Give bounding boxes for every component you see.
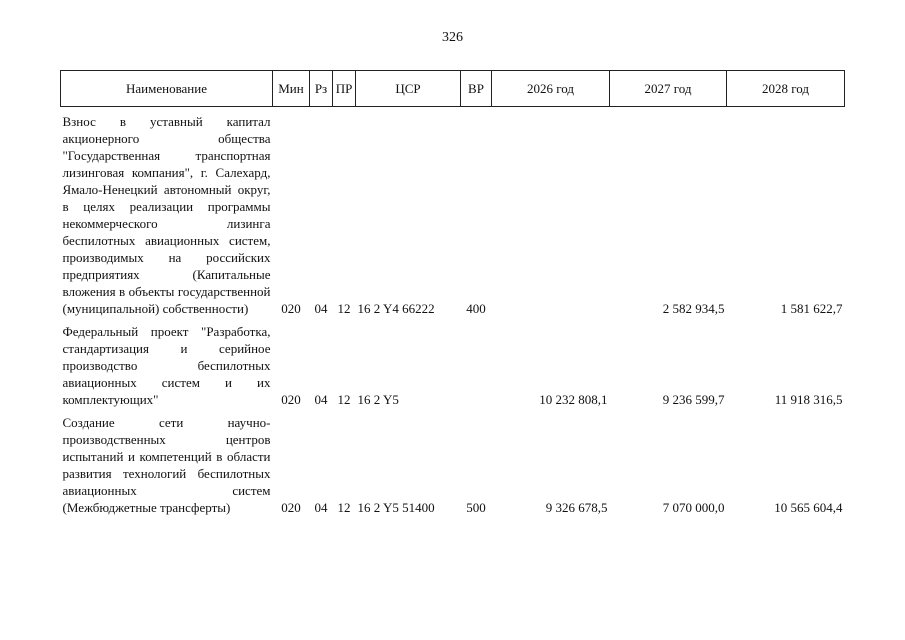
header-2026: 2026 год [492, 71, 610, 107]
row-pr: 12 [337, 301, 351, 316]
row-2026: 9 326 678,5 [545, 500, 608, 515]
row-2028: 1 581 622,7 [780, 301, 843, 316]
page-number: 326 [442, 30, 463, 45]
row-min: 020 [281, 500, 301, 515]
row-rz: 04 [314, 392, 328, 407]
row-vr [461, 323, 492, 408]
row-rz: 04 [314, 301, 328, 316]
table-row [61, 113, 845, 317]
row-vr: 500 [466, 500, 486, 515]
row-2027: 2 582 934,5 [662, 301, 725, 316]
row-csr: 16 2 Y5 [357, 392, 399, 407]
row-csr: 16 2 Y4 66222 [357, 301, 435, 316]
table-row [61, 414, 845, 516]
header-2028: 2028 год [727, 71, 845, 107]
header-min: Мин [273, 71, 310, 107]
header-name: Наименование [61, 71, 273, 107]
row-2027: 9 236 599,7 [662, 392, 725, 407]
row-pr: 12 [337, 392, 351, 407]
row-name: Федеральный проект "Разработка, стандартизация и серийное производство беспилотных авиационных систем и их комплектующих" [62, 324, 271, 407]
row-2026: 10 232 808,1 [539, 392, 608, 407]
header-rz: Рз [310, 71, 333, 107]
row-rz: 04 [314, 500, 328, 515]
row-vr: 400 [466, 301, 486, 316]
header-vr: ВР [461, 71, 492, 107]
row-min: 020 [281, 392, 301, 407]
row-name: Создание сети научно-производственных центров испытаний и компетенций в области развития технологий беспилотных авиационных систем (Межбюджетные трансферты) [62, 415, 271, 515]
row-2026 [492, 113, 610, 317]
header-pr: ПР [333, 71, 356, 107]
row-name: Взнос в уставный капитал акционерного общества "Государственная транспортная лизинговая компания", г. Салехард, Ямало-Ненецкий автономный округ, в целях реализации программы некоммерческого лизинга беспилотных авиационных систем, производимых на российских предприятиях (Капитальные вложения в объекты государственной (муниципальной) собственности) [62, 114, 271, 316]
row-min: 020 [281, 301, 301, 316]
table-row [61, 323, 845, 408]
row-csr: 16 2 Y5 51400 [357, 500, 435, 515]
header-2027: 2027 год [610, 71, 727, 107]
row-2027: 7 070 000,0 [662, 500, 725, 515]
row-2028: 11 918 316,5 [774, 392, 843, 407]
row-pr: 12 [337, 500, 351, 515]
table-header-row [61, 71, 845, 107]
row-2028: 10 565 604,4 [774, 500, 843, 515]
header-csr: ЦСР [356, 71, 461, 107]
budget-table [60, 70, 845, 516]
